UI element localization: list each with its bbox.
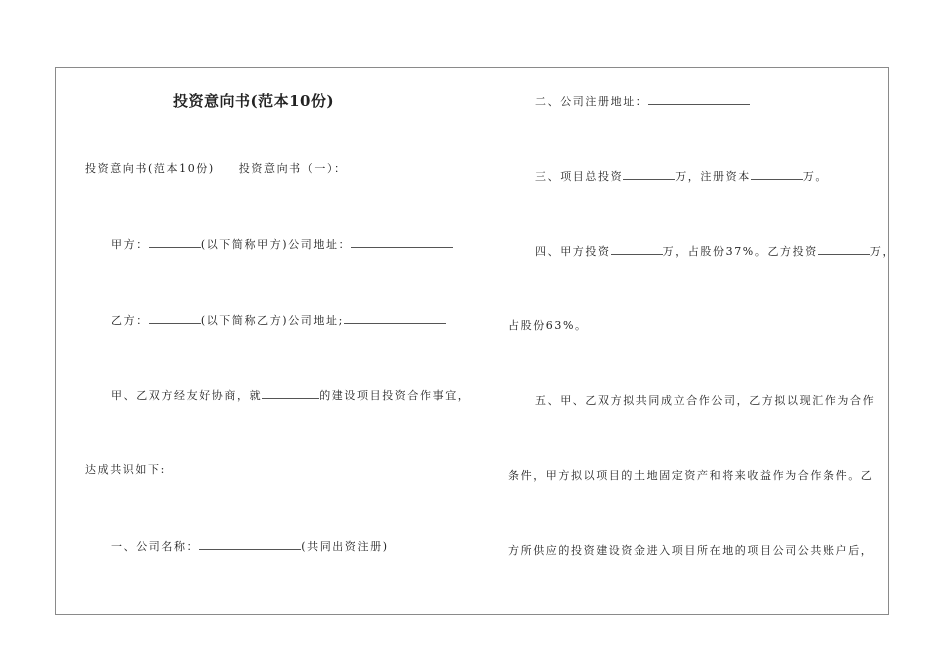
item3-prefix: 三、项目总投资: [535, 170, 624, 183]
item4-prefix: 四、甲方投资: [535, 245, 611, 258]
party-a-mid: (以下简称甲方)公司地址：: [200, 238, 352, 251]
consensus-prefix: 甲、乙双方经友好协商，就: [111, 389, 263, 402]
item5-line-2: 条件，甲方拟以项目的土地固定资产和将来收益作为合作条件。乙: [508, 469, 874, 482]
item2-prefix: 二、公司注册地址：: [535, 95, 649, 108]
page-frame: [55, 67, 889, 615]
party-b-address-blank[interactable]: [344, 313, 446, 324]
item3-mid: 万，注册资本: [675, 170, 751, 183]
item5-line-1: 五、甲、乙双方拟共同成立合作公司，乙方拟以现汇作为合作: [535, 394, 876, 407]
total-investment-blank[interactable]: [623, 169, 675, 180]
party-b-line: [111, 313, 446, 328]
consensus-continuation: 达成共识如下:: [85, 463, 166, 476]
item1-line: [111, 539, 389, 554]
project-name-blank[interactable]: [262, 388, 319, 399]
item1-suffix: (共同出资注册): [301, 540, 389, 553]
party-a-line: [111, 237, 453, 252]
item4-suffix: 万，: [869, 245, 896, 258]
item4-line: [535, 244, 895, 259]
document-title: 投资意向书(范本10份): [173, 92, 335, 110]
intro-text-a: 投资意向书(范本10份): [85, 162, 215, 175]
registered-capital-blank[interactable]: [751, 169, 803, 180]
item4-mid: 万，占股份37%。乙方投资: [662, 245, 818, 258]
party-a-investment-blank[interactable]: [611, 244, 663, 255]
intro-line: [85, 162, 347, 176]
party-b-name-blank[interactable]: [149, 313, 201, 324]
company-name-blank[interactable]: [199, 539, 301, 550]
party-a-name-blank[interactable]: [149, 237, 201, 248]
registered-address-blank[interactable]: [648, 94, 750, 105]
item3-line: [535, 169, 828, 184]
consensus-suffix: 的建设项目投资合作事宜，: [319, 389, 471, 402]
party-a-address-blank[interactable]: [351, 237, 453, 248]
party-a-prefix: 甲方：: [111, 238, 149, 251]
intro-text-b: 投资意向书（一）：: [238, 162, 347, 175]
item2-line: [535, 94, 750, 109]
party-b-investment-blank[interactable]: [818, 244, 870, 255]
item1-prefix: 一、公司名称：: [111, 540, 200, 553]
consensus-line: [111, 388, 470, 403]
item5-line-3: 方所供应的投资建设资金进入项目所在地的项目公司公共账户后，: [508, 544, 874, 557]
party-b-mid: (以下简称乙方)公司地址;: [200, 314, 344, 327]
item4-continuation: 占股份63%。: [508, 319, 588, 332]
item3-suffix: 万。: [802, 170, 829, 183]
party-b-prefix: 乙方：: [111, 314, 149, 327]
